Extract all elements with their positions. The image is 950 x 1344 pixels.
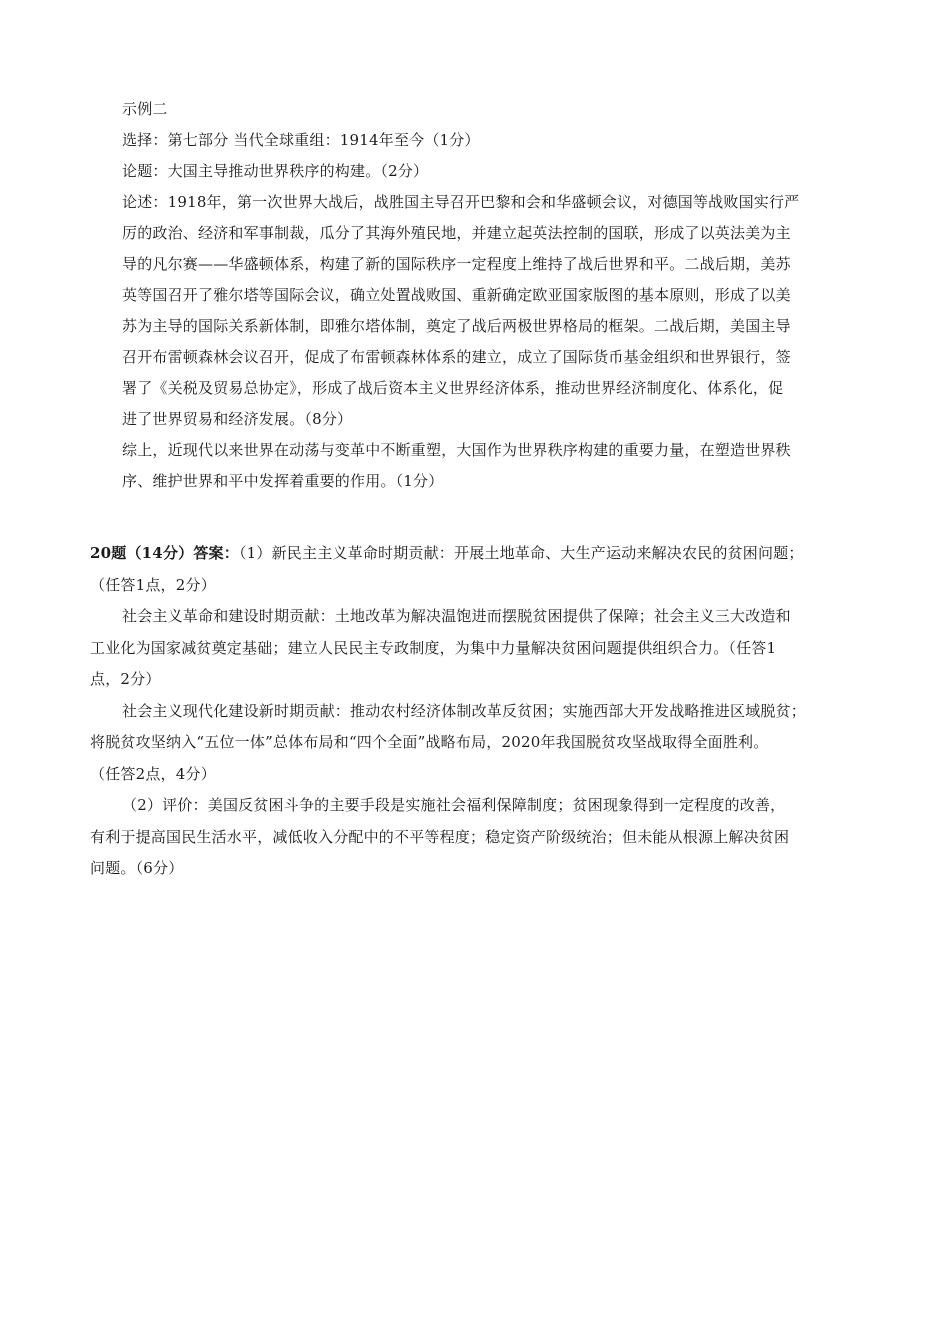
answer-line: 有利于提高国民生活水平，减低收入分配中的不平等程度；稳定资产阶级统治；但未能从根源上解决贫困 xyxy=(90,827,790,846)
discussion-line: 召开布雷顿森林会议召开，促成了布雷顿森林体系的建立，成立了国际货币基金组织和世界银行，签 xyxy=(122,348,791,366)
summary-line: 综上，近现代以来世界在动荡与变革中不断重塑，大国作为世界秩序构建的重要力量，在塑造世界秩 xyxy=(122,441,791,459)
sample-choice: 选择：第七部分 当代全球重组：1914年至今（1分） xyxy=(122,131,480,149)
discussion-line: 导的凡尔赛——华盛顿体系，构建了新的国际秩序一定程度上维持了战后世界和平。二战后期，美苏 xyxy=(122,255,791,273)
question-20-answer xyxy=(90,538,862,885)
sample-topic: 论题：大国主导推动世界秩序的构建。（2分） xyxy=(122,162,429,180)
discussion-line: 进了世界贸易和经济发展。（8分） xyxy=(122,410,353,428)
answer-line: 社会主义革命和建设时期贡献：土地改革为解决温饱进而摆脱贫困提供了保障；社会主义三大改造和 xyxy=(122,607,791,625)
discussion-line: 署了《关税及贸易总协定》，形成了战后资本主义世界经济体系，推动世界经济制度化、体系化，促 xyxy=(122,379,784,397)
sample-heading: 示例二 xyxy=(122,100,168,118)
discussion-line: 论述：1918年，第一次世界大战后，战胜国主导召开巴黎和会和华盛顿会议，对德国等战败国实行严 xyxy=(122,193,800,211)
answer-line: （2）评价：美国反贫困斗争的主要手段是实施社会福利保障制度；贫困现象得到一定程度的改善， xyxy=(122,796,786,814)
answer-line: 工业化为国家减贫奠定基础；建立人民民主专政制度，为集中力量解决贫困问题提供组织合力。（任答1 xyxy=(90,638,777,657)
answer-part1-text: （1）新民主主义革命时期贡献：开展土地革命、大生产运动来解决农民的贫困问题； xyxy=(238,544,804,562)
answer-line: （任答2点，4分） xyxy=(90,764,216,783)
answer-label: 20题（14分）答案： xyxy=(90,544,239,562)
answer-line: 社会主义现代化建设新时期贡献：推动农村经济体制改革反贫困；实施西部大开发战略推进区域脱贫； xyxy=(122,701,807,720)
discussion-line: 厉的政治、经济和军事制裁，瓜分了其海外殖民地，并建立起英法控制的国联，形成了以英法美为主 xyxy=(122,224,791,242)
answer-line: （任答1点，2分） xyxy=(90,575,216,594)
sample-discussion xyxy=(122,187,862,435)
answer-line: 点，2分） xyxy=(90,670,161,688)
sample-two-section xyxy=(122,94,862,497)
answer-line: 将脱贫攻坚纳入“五位一体”总体布局和“四个全面”战略布局，2020年我国脱贫攻坚战取得全面胜利。 xyxy=(90,733,769,751)
answer-line: 问题。（6分） xyxy=(90,859,184,877)
discussion-line: 英等国召开了雅尔塔等国际会议，确立处置战败国、重新确定欧亚国家版图的基本原则，形成了以美 xyxy=(122,286,791,304)
answer-part1-first-line xyxy=(90,538,862,570)
discussion-line: 苏为主导的国际关系新体制，即雅尔塔体制，奠定了战后两极世界格局的框架。二战后期，美国主导 xyxy=(122,317,791,335)
sample-summary xyxy=(122,435,862,497)
summary-line: 序、维护世界和平中发挥着重要的作用。（1分） xyxy=(122,472,444,490)
